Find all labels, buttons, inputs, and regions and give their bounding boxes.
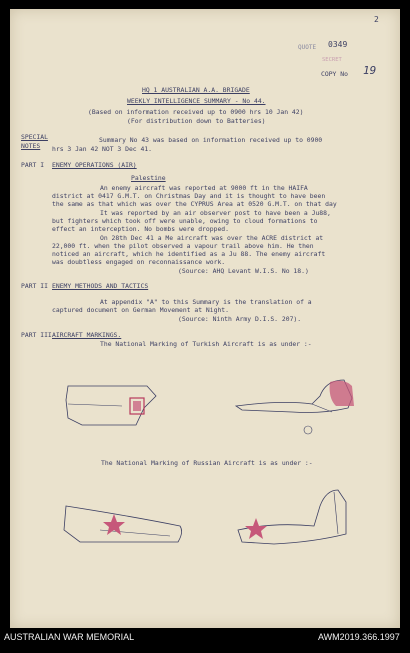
turkish-tail-flag-icon: [330, 381, 354, 406]
part1-title: ENEMY OPERATIONS (AIR): [52, 161, 137, 169]
p1-line: the same as that which was over the CYPRUS Area at 0520 G.M.T. on that day: [52, 200, 337, 208]
footer-accession: AWM2019.366.1997: [318, 632, 400, 642]
russian-tail-drawing: [234, 486, 364, 556]
heading-line2: WEEKLY INTELLIGENCE SUMMARY - No 44.: [127, 97, 266, 105]
turkish-tail-drawing: [232, 376, 362, 436]
p1-line: An enemy aircraft was reported at 9000 ft in the HAIFA: [100, 184, 308, 192]
p1-line: 22,000 ft. when the pilot observed a vapour trail above him. He then: [52, 242, 314, 250]
p2-line: (Source: Ninth Army D.I.S. 207).: [178, 315, 302, 323]
p1-line: but fighters which took off were unable, owing to cloud formations to: [52, 217, 318, 225]
part1-label: PART I: [21, 161, 45, 169]
part2-title: ENEMY METHODS AND TACTICS: [52, 282, 149, 290]
russian-tail-star-icon: [245, 518, 267, 539]
page-number: 2: [374, 15, 379, 24]
p1-line: On 28th Dec 41 a Me aircraft was over the ACRE district at: [100, 234, 324, 242]
p1-line: effect an interception. No bombs were dropped.: [52, 225, 229, 233]
p2-line: captured document on German Movement at Night.: [52, 306, 229, 314]
part3-label: PART III: [21, 331, 52, 339]
special-line2: hrs 3 Jan 42 NOT 3 Dec 41.: [52, 145, 153, 153]
p1-line: noticed an aircraft, which he identified as a Ju 88. The enemy aircraft: [52, 250, 326, 258]
special-label1: SPECIAL: [21, 133, 48, 141]
heading-line4: (For distribution down to Batteries): [127, 117, 266, 125]
footer-institution: AUSTRALIAN WAR MEMORIAL: [4, 632, 135, 642]
p2-line: At appendix "A" to this Summary is the translation of a: [100, 298, 312, 306]
p1-line: was doubtless engaged on reconnaissance work.: [52, 258, 226, 266]
part2-label: PART II: [21, 282, 48, 290]
palestine-title: Palestine: [131, 174, 166, 182]
p1-line: district at 0417 G.M.T. on Christmas Day and it is thought to have been: [52, 192, 326, 200]
quote-number: 0349: [328, 40, 348, 49]
p1-line: It was reported by an air observer post to have been a Ju88,: [100, 209, 331, 217]
p1-line: (Source: AHQ Levant W.I.S. No 18.): [178, 267, 309, 275]
security-stamp: SECRET: [322, 57, 342, 63]
turkish-wing-drawing: [62, 380, 162, 435]
heading-line1: HQ 1 AUSTRALIAN A.A. BRIGADE: [142, 86, 250, 94]
special-label2: NOTES: [21, 142, 41, 150]
copy-label: COPY No: [321, 70, 348, 78]
russian-wing-drawing: [60, 500, 190, 560]
turkish-marking-text: The National Marking of Turkish Aircraft is as under :-: [100, 340, 312, 348]
copy-number: 19: [363, 64, 377, 77]
heading-line3: (Based on information received up to 0900 hrs 10 Jan 42): [88, 108, 304, 116]
part3-title: AIRCRAFT MARKINGS.: [52, 331, 122, 339]
russian-marking-text: The National Marking of Russian Aircraft is as under :-: [101, 459, 313, 467]
special-line1: Summary No 43 was based on information received up to 0900: [99, 136, 323, 144]
quote-stamp: QUOTE: [298, 44, 317, 51]
